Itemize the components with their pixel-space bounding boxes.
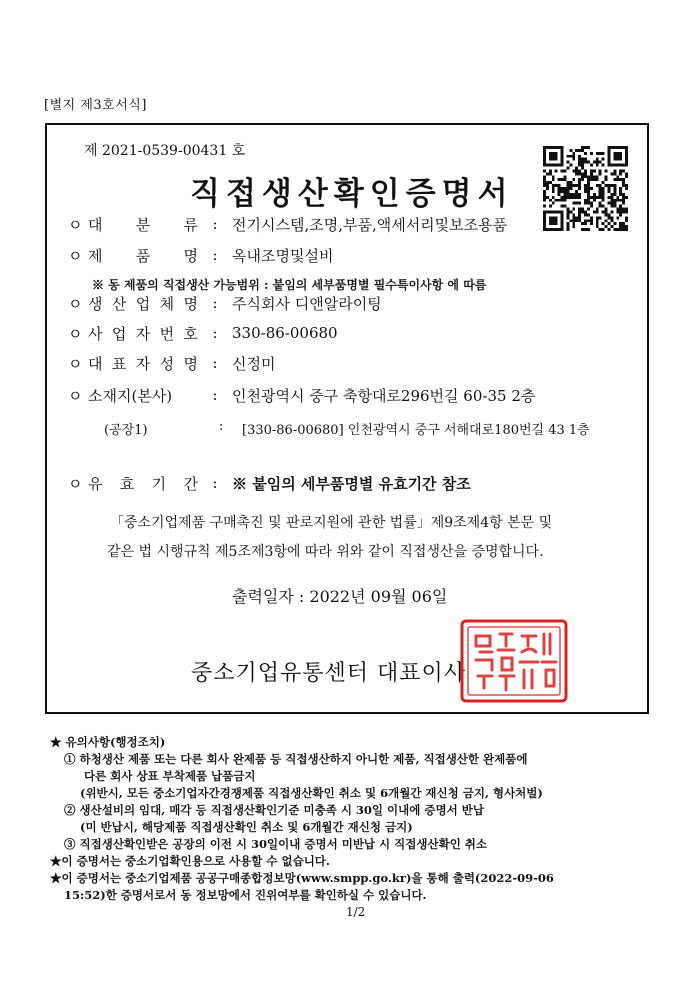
field-value-company: 주식회사 디앤알라이팅 <box>232 294 382 313</box>
law-text-line-2: 같은 법 시행규칙 제5조제3항에 따라 위와 같이 직접생산을 증명합니다. <box>107 544 544 560</box>
field-label-representative: 대 표 자 성 명 <box>88 354 198 373</box>
qr-code-icon[interactable] <box>543 146 628 231</box>
factory-label: (공장1) <box>104 423 148 438</box>
field-label-validity: 유 효 기 간 <box>88 474 198 493</box>
page-number: 1/2 <box>346 905 366 919</box>
field-row-product: ㅇ 제 품 명 : 옥내조명및설비 <box>68 246 334 265</box>
note-item-1-cont: 다른 회사 상표 부착제품 납품금지 <box>84 769 256 783</box>
scope-note: ※ 동 제품의 직접생산 가능범위 : 붙임의 세부품명별 필수특이사항 에 따름 <box>92 278 487 292</box>
bullet: ㅇ <box>68 215 83 234</box>
field-label-category: 대 분 류 <box>88 215 198 234</box>
field-row-representative: ㅇ 대 표 자 성 명 : 신정미 <box>68 354 276 373</box>
field-row-validity: ㅇ 유 효 기 간 : ※ 붙임의 세부품명별 유효기간 참조 <box>68 474 471 493</box>
note-verification-cont: 15:52)한 증명서로서 동 정보망에서 진위여부를 확인하실 수 있습니다. <box>64 888 427 902</box>
note-item-1-penalty: (위반시, 모든 중소기업자간경쟁제품 직접생산확인 취소 및 6개월간 재신청 금지, 형사처벌) <box>80 786 543 800</box>
note-item-2: ② 생산설비의 임대, 매각 등 직접생산확인기준 미충족 시 30일 이내에 증명서 반납 <box>64 803 484 817</box>
certificate-title: 직접생산확인증명서 <box>190 176 514 212</box>
field-value-category: 전기시스템,조명,부품,액세서리및보조용품 <box>232 215 508 234</box>
certificate-number: 제 2021-0539-00431 호 <box>84 143 246 159</box>
field-value-representative: 신정미 <box>232 354 276 373</box>
field-row-company: ㅇ 생 산 업 체 명 : 주식회사 디앤알라이팅 <box>68 294 382 313</box>
field-label-product: 제 품 명 <box>88 246 198 265</box>
note-item-3: ③ 직접생산확인받은 공장의 이전 시 30일이내 증명서 미반납 시 직접생산확인 취소 <box>64 837 488 851</box>
field-row-business-number: ㅇ 사 업 자 번 호 : 330-86-00680 <box>68 324 338 343</box>
field-value-business-number: 330-86-00680 <box>232 324 338 342</box>
field-label-company: 생 산 업 체 명 <box>88 294 198 313</box>
note-verification: ★이 증명서는 중소기업제품 공공구매종합정보망(www.smpp.go.kr)을 통해 출력(2022-09-06 <box>50 871 554 885</box>
law-text-line-1: 「중소기업제품 구매촉진 및 판로지원에 관한 법률」제9조제4항 본문 및 <box>110 515 553 531</box>
field-row-category: ㅇ 대 분 류 : 전기시스템,조명,부품,액세서리및보조용품 <box>68 215 508 234</box>
field-row-address: ㅇ 소재지(본사) : 인천광역시 중구 축항대로296번길 60-35 2층 <box>68 386 536 405</box>
note-usage: ★이 증명서는 중소기업확인용으로 사용할 수 없습니다. <box>50 854 330 868</box>
note-item-1: ① 하청생산 제품 또는 다른 회사 완제품 등 직접생산하지 아니한 제품, 직접생산한 완제품에 <box>64 752 528 766</box>
field-value-validity: ※ 붙임의 세부품명별 유효기간 참조 <box>232 474 471 493</box>
field-value-address: 인천광역시 중구 축항대로296번길 60-35 2층 <box>232 386 536 405</box>
notes-heading: ★ 유의사항(행정조치) <box>50 735 166 749</box>
official-seal-icon <box>458 618 570 704</box>
field-value-product: 옥내조명및설비 <box>232 246 334 265</box>
issuer-name: 중소기업유통센터 대표이사 <box>191 661 467 686</box>
note-item-2-penalty: (미 반납시, 해당제품 직접생산확인 취소 및 6개월간 재신청 금지) <box>80 820 413 834</box>
field-label-business-number: 사 업 자 번 호 <box>88 324 198 343</box>
factory-address: [330-86-00680] 인천광역시 중구 서해대로180번길 43 1층 <box>242 423 590 438</box>
form-label: [별지 제3호서식] <box>44 98 147 113</box>
field-label-address: 소재지(본사) <box>88 386 173 405</box>
factory-colon: : <box>219 419 224 434</box>
output-date: 출력일자 : 2022년 09월 06일 <box>232 587 448 606</box>
